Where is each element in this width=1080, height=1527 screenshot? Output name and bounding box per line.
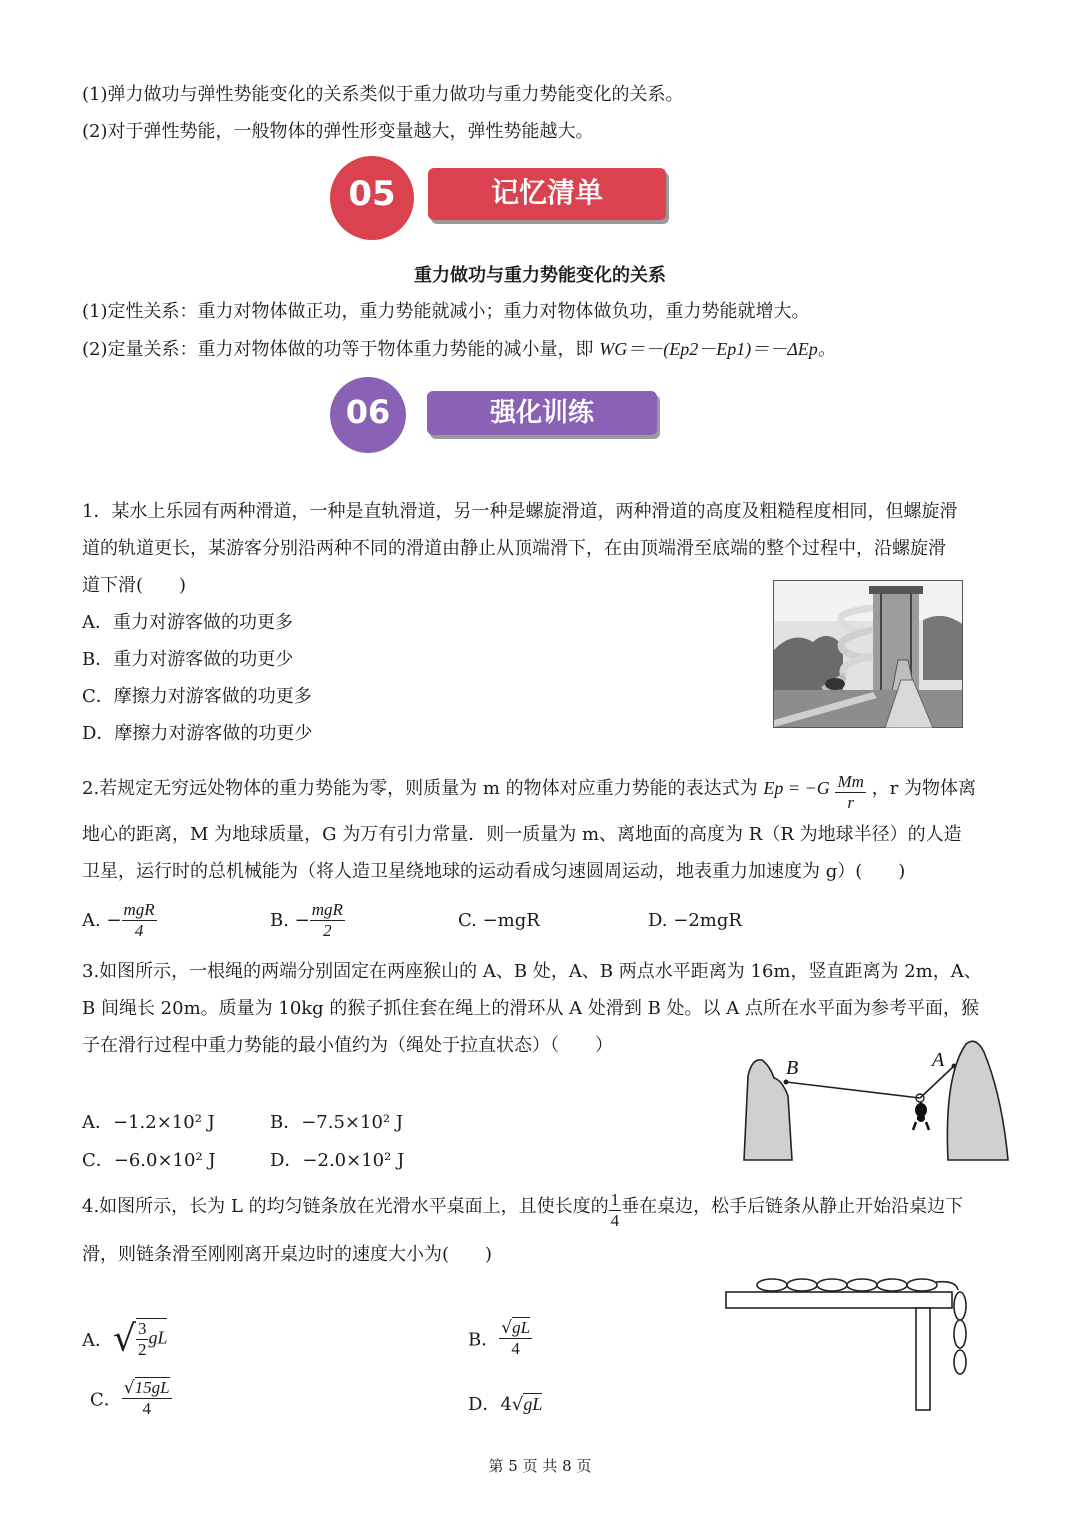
q4-option-b-den: 4 — [511, 1339, 520, 1358]
chain-table-figure — [724, 1276, 974, 1412]
q4-option-a-tail: gL — [148, 1327, 168, 1348]
radical-icon: √ — [113, 1318, 136, 1360]
section-05-number: 05 — [348, 174, 396, 214]
q4-option-c-label: C． — [90, 1389, 122, 1411]
monkey-rope-figure — [740, 1036, 1012, 1162]
q4-option-a-den: 2 — [137, 1340, 147, 1359]
q4-line-2: 滑，则链条滑至刚刚离开桌边时的速度大小为( ) — [82, 1244, 493, 1265]
q3-line-1: 3.如图所示，一根绳的两端分别固定在两座猴山的 A、B 处，A、B 两点水平距离为 16m，竖直距离为 2m，A、 — [82, 961, 982, 982]
q4-option-c-rad: 15gL — [134, 1378, 170, 1397]
q2-option-b-den: 2 — [323, 921, 332, 940]
q4-option-d — [468, 1390, 542, 1416]
q2-line-1-text: 2.若规定无穷远处物体的重力势能为零，则质量为 m 的物体对应重力势能的表达式为 — [82, 778, 758, 799]
point-b-label: B — [786, 1057, 799, 1079]
q4-option-c — [90, 1378, 172, 1419]
q4-option-d-label: D． — [468, 1394, 501, 1415]
q2-option-a-num: mgR — [123, 900, 155, 919]
q2-option-b-fraction — [310, 900, 345, 941]
q2-formula-fraction — [835, 772, 865, 813]
q3-line-2: B 间绳长 20m。质量为 10kg 的猴子抓住套在绳上的滑环从 A 处滑到 B 处。以 A 点所在水平面为参考平面，猴 — [82, 998, 979, 1019]
q4-option-a-num: 3 — [137, 1319, 147, 1338]
q2-formula-lhs: Ep = −G — [763, 778, 830, 798]
q2-option-a-fraction — [122, 900, 157, 941]
section-06-title: 强化训练 — [427, 391, 657, 435]
q2-line-2: 地心的距离，M 为地球质量，G 为万有引力常量．则一质量为 m、离地面的高度为 R（R 为地球半径）的人造 — [82, 824, 962, 845]
memory-point-2-formula: WG＝－(Ep2－Ep1)＝－ΔEp。 — [599, 339, 836, 359]
q4-option-b — [468, 1318, 532, 1359]
radical-icon: √ — [511, 1394, 524, 1415]
q2-option-a-den: 4 — [134, 921, 144, 940]
q4-option-a — [82, 1318, 167, 1360]
q2-option-c: C. −mgR — [458, 910, 540, 931]
q2-line-1-tail: ，r 为物体离 — [871, 778, 976, 799]
monkey-icon — [913, 1102, 929, 1130]
q4-option-c-den: 4 — [142, 1399, 151, 1418]
radical-icon: √ — [123, 1378, 135, 1398]
q1-line-1: 1．某水上乐园有两种滑道，一种是直轨滑道，另一种是螺旋滑道，两种滑道的高度及粗糙程度相同，但螺旋滑 — [82, 501, 958, 522]
q2-option-d: D. −2mgR — [648, 910, 742, 931]
q4-option-b-label: B． — [468, 1329, 500, 1351]
q1-option-a: A．重力对游客做的功更多 — [82, 612, 293, 633]
q4-option-b-fraction — [499, 1318, 532, 1359]
point-a-label: A — [932, 1049, 945, 1071]
radical-icon: √ — [501, 1318, 513, 1338]
memory-point-2 — [82, 337, 836, 362]
q4-line-1 — [82, 1190, 963, 1231]
page-footer: 第 5 页 共 8 页 — [488, 1457, 592, 1475]
intro-point-1: (1)弹力做功与弹性势能变化的关系类似于重力做功与重力势能变化的关系。 — [82, 84, 684, 105]
q4-option-d-rad: gL — [523, 1394, 543, 1414]
q2-formula-numerator: Mm — [837, 772, 864, 791]
q3-option-c: C．−6.0×10² J — [82, 1150, 216, 1171]
q4-option-d-coef: 4 — [500, 1394, 512, 1415]
section-05-title: 记忆清单 — [428, 168, 666, 220]
q3-line-3: 子在滑行过程中重力势能的最小值约为（绳处于拉直状态）（ ） — [82, 1035, 613, 1056]
memory-heading: 重力做功与重力势能变化的关系 — [414, 265, 666, 286]
q1-option-c: C．摩擦力对游客做的功更多 — [82, 686, 312, 707]
q1-option-b: B．重力对游客做的功更少 — [82, 649, 294, 670]
q2-option-b — [270, 900, 345, 941]
q4-line-1-tail: 垂在桌边，松手后链条从静止开始沿桌边下 — [621, 1196, 964, 1217]
q3-option-b: B．−7.5×10² J — [270, 1112, 404, 1133]
q4-option-a-label: A． — [82, 1330, 113, 1351]
q1-line-2: 道的轨道更长，某游客分别沿两种不同的滑道由静止从顶端滑下，在由顶端滑至底端的整个过程中，沿螺旋滑 — [82, 538, 946, 559]
q2-option-a — [82, 900, 157, 941]
q2-option-a-label: A. − — [82, 910, 122, 931]
q4-fraction — [609, 1190, 622, 1231]
q2-formula-denominator: r — [847, 793, 854, 812]
q2-line-3: 卫星，运行时的总机械能为（将人造卫星绕地球的运动看成匀速圆周运动，地表重力加速度为 g）( ) — [82, 861, 906, 882]
q3-option-a: A．−1.2×10² J — [82, 1112, 215, 1133]
q4-option-b-rad: gL — [512, 1318, 531, 1337]
q3-option-d: D．−2.0×10² J — [270, 1150, 405, 1171]
intro-point-2: (2)对于弹性势能，一般物体的弹性形变量越大，弹性势能越大。 — [82, 121, 594, 142]
q2-line-1 — [82, 772, 976, 813]
q1-line-3: 道下滑( ) — [82, 575, 187, 596]
memory-point-2-text: (2)定量关系：重力对物体做的功等于物体重力势能的减小量，即 — [82, 339, 594, 360]
water-slide-photo — [773, 580, 963, 728]
q2-option-b-num: mgR — [311, 900, 343, 919]
q1-option-d: D．摩擦力对游客做的功更少 — [82, 723, 313, 744]
q2-option-b-label: B. − — [270, 910, 310, 931]
q4-line-1-text: 4.如图所示，长为 L 的均匀链条放在光滑水平桌面上，且使长度的 — [82, 1196, 609, 1217]
q4-option-a-fraction — [136, 1319, 149, 1360]
q4-option-c-fraction — [122, 1378, 172, 1419]
q4-fraction-num: 1 — [610, 1190, 620, 1209]
memory-point-1: (1)定性关系：重力对物体做正功，重力势能就减小；重力对物体做负功，重力势能就增大。 — [82, 301, 810, 322]
q4-fraction-den: 4 — [610, 1211, 620, 1230]
section-06-number: 06 — [345, 393, 391, 431]
